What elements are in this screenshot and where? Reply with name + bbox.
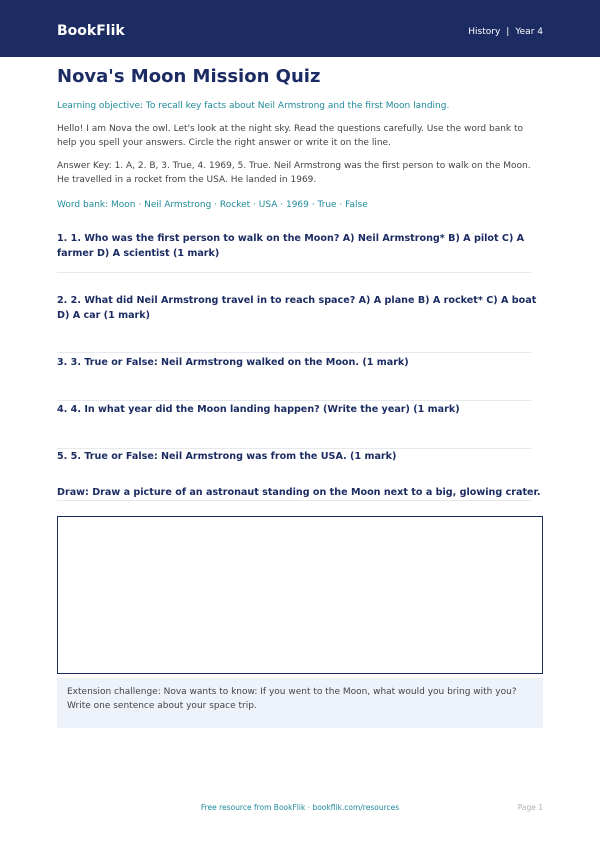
word-bank: Word bank: Moon · Neil Armstrong · Rocket · USA · 1969 · True · False xyxy=(57,200,368,210)
worksheet-content xyxy=(57,66,543,500)
answer-key-text: Answer Key: 1. A, 2. B, 3. True, 4. 1969, 5. True. Neil Armstrong was the first person to walk on the Moon. He travelled in a rocket from the USA. He landed in 1969. xyxy=(57,161,531,185)
question-1: 1. 1. Who was the first person to walk on the Moon? A) Neil Armstrong* B) A pilot C) A farmer D) A scientist (1 mark) xyxy=(57,233,525,259)
extension-challenge: Extension challenge: Nova wants to know: If you went to the Moon, what would you bring with you? Write one sentence about your space trip. xyxy=(57,678,543,728)
breadcrumb-separator: | xyxy=(506,27,510,37)
page-title: Nova's Moon Mission Quiz xyxy=(57,66,321,87)
answer-line-3[interactable] xyxy=(57,352,531,353)
answer-line-1[interactable] xyxy=(57,272,531,273)
answer-line-4[interactable] xyxy=(57,400,531,401)
breadcrumb xyxy=(468,27,543,37)
breadcrumb-year[interactable]: Year 4 xyxy=(515,27,543,37)
top-header-bar xyxy=(0,0,600,57)
answer-line-5[interactable] xyxy=(57,448,531,449)
learning-objective: Learning objective: To recall key facts about Neil Armstrong and the first Moon landing. xyxy=(57,101,450,111)
question-2: 2. 2. What did Neil Armstrong travel in to reach space? A) A plane B) A rocket* C) A boat D) A car (1 mark) xyxy=(57,295,537,321)
brand-logo-text[interactable]: BookFlik xyxy=(57,23,125,39)
question-3: 3. 3. True or False: Neil Armstrong walked on the Moon. (1 mark) xyxy=(57,357,409,368)
page-number: Page 1 xyxy=(517,803,543,812)
answer-line-draw xyxy=(57,500,531,501)
breadcrumb-subject[interactable]: History xyxy=(468,27,501,37)
draw-prompt: Draw: Draw a picture of an astronaut standing on the Moon next to a big, glowing crater. xyxy=(57,487,541,498)
question-4: 4. 4. In what year did the Moon landing happen? (Write the year) (1 mark) xyxy=(57,404,460,415)
question-5: 5. 5. True or False: Neil Armstrong was from the USA. (1 mark) xyxy=(57,451,397,462)
drawing-box[interactable] xyxy=(57,516,543,674)
intro-text: Hello! I am Nova the owl. Let's look at the night sky. Read the questions carefully. Use the word bank to help you spell your answers. Circle the right answer or write it on the line. xyxy=(57,124,524,148)
footer-resource-link[interactable]: Free resource from BookFlik · bookflik.com/resources xyxy=(200,803,400,812)
